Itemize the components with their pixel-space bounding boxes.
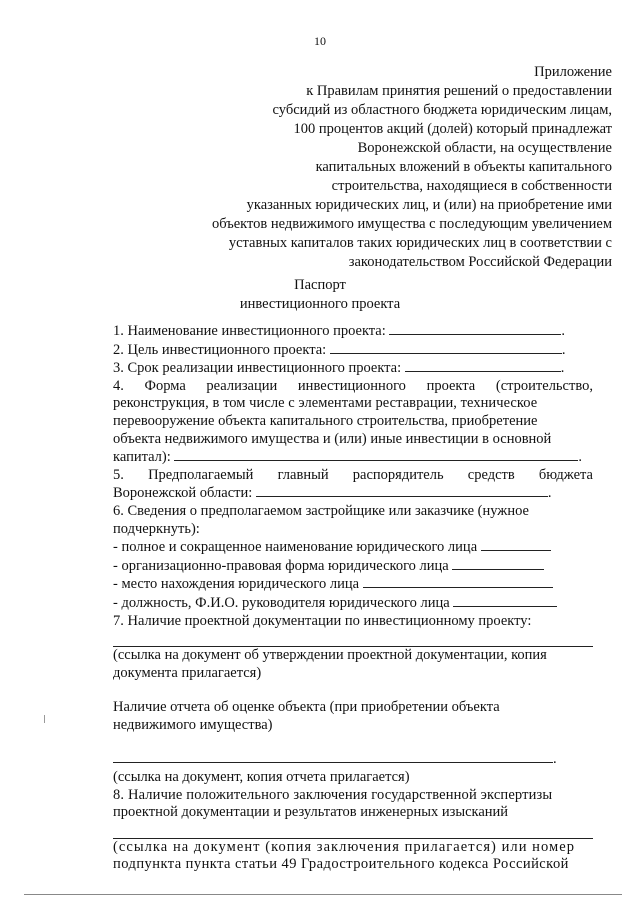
word: бюджета [538, 466, 593, 483]
appendix-header [142, 63, 612, 272]
field-label: - организационно-правовая форма юридического лица [113, 557, 449, 574]
field-label: 3. Срок реализации инвестиционного проекта: [113, 360, 402, 377]
field-manager-line2 [113, 484, 593, 503]
title-line: Паспорт [294, 277, 346, 293]
appraisal-fill [113, 751, 593, 769]
appendix-line: субсидий из областного бюджета юридическим лицам, [272, 102, 612, 118]
fill-line [256, 484, 548, 497]
appraisal-line1: Наличие отчета об оценке объекта (при приобретении объекта [113, 699, 500, 716]
appendix-line: указанных юридических лиц, и (или) на приобретение ими [246, 197, 612, 213]
field-form-line2: реконструкция, в том числе с элементами реставрации, техническое [113, 395, 538, 412]
field-project-goal [113, 341, 593, 360]
fill-line [452, 557, 544, 570]
field-form-line3: перевооружение объекта капитального строительства, приобретение [113, 412, 538, 429]
field-developer-line1: 6. Сведения о предполагаемом застройщике или заказчике (нужное [113, 502, 529, 519]
docs-note-line1: (ссылка на документ об утверждении проектной документации, копия [113, 647, 547, 664]
field-label: - должность, Ф.И.О. руководителя юридического лица [113, 594, 450, 611]
word: инвестиционного [297, 377, 406, 394]
appendix-line: 100 процентов акций (долей) который принадлежат [293, 121, 612, 137]
field-expertise-line1: 8. Наличие положительного заключения государственной экспертизы [113, 786, 553, 803]
word: средств [467, 466, 515, 483]
field-label: 1. Наименование инвестиционного проекта: [113, 323, 386, 339]
word: Форма [144, 377, 186, 394]
appendix-line: к Правилам принятия решений о предоставлении [306, 83, 612, 99]
page-number: 10 [314, 34, 326, 48]
field-label: 2. Цель инвестиционного проекта: [113, 341, 327, 358]
field-form-line1 [113, 378, 593, 396]
word: (строительство, [495, 377, 593, 394]
punctuation: . [561, 323, 566, 339]
punctuation: . [560, 360, 565, 377]
word: 5. [113, 466, 124, 483]
appraisal-note: (ссылка на документ, копия отчета прилагается) [113, 769, 410, 786]
page-edge-rule [24, 894, 622, 895]
field-label: - полное и сокращенное наименование юридического лица [113, 539, 478, 556]
appendix-line: капитальных вложений в объекты капитального [315, 159, 612, 175]
punctuation: . [578, 449, 583, 466]
appendix-line: Приложение [534, 64, 612, 80]
word: 4. [113, 377, 124, 394]
field-developer-legal-form [113, 557, 593, 576]
appendix-line: строительства, находящиеся в собственности [331, 178, 612, 194]
docs-note-line2: документа прилагается) [113, 664, 262, 681]
expertise-note-line2: подпункта пункта статьи 49 Градостроительного кодекса Российской [113, 856, 569, 873]
word: реализации [206, 377, 278, 394]
fill-line [405, 359, 561, 372]
word: проекта [426, 377, 476, 394]
field-manager-line1 [113, 467, 593, 485]
passport-title [0, 276, 640, 314]
punctuation: . [547, 485, 552, 502]
appraisal-line2: недвижимого имущества) [113, 716, 273, 733]
fill-line [174, 448, 578, 461]
fill-line [389, 322, 561, 335]
fill-line [330, 341, 562, 354]
word: распорядитель [352, 466, 444, 483]
appendix-line: законодательством Российской Федерации [348, 254, 612, 270]
field-project-term [113, 359, 593, 378]
expertise-note-line1: (ссылка на документ (копия заключения прилагается) или номер [113, 838, 576, 855]
fill-line [453, 594, 557, 607]
field-form-line4: объекта недвижимого имущества и (или) иные инвестиции в основной [113, 430, 552, 447]
field-project-docs: 7. Наличие проектной документации по инвестиционному проекту: [113, 612, 532, 629]
field-label: капитал): [113, 449, 171, 466]
fill-line [113, 761, 553, 763]
field-developer-name [113, 538, 593, 557]
field-label: - место нахождения юридического лица [113, 576, 360, 593]
word: главный [277, 466, 329, 483]
appendix-line: объектов недвижимого имущества с последующим увеличением [211, 216, 612, 232]
word: Предполагаемый [148, 466, 254, 483]
field-developer-line2: подчеркнуть): [113, 520, 200, 537]
title-line: инвестиционного проекта [239, 296, 401, 312]
field-developer-location [113, 575, 593, 594]
punctuation: . [561, 341, 566, 358]
appendix-line: Воронежской области, на осуществление [357, 140, 612, 156]
punctuation: . [553, 751, 557, 768]
field-form-line5 [113, 448, 593, 467]
field-expertise-line2: проектной документации и результатов инженерных изысканий [113, 804, 509, 821]
fill-line [481, 538, 551, 551]
field-label: Воронежской области: [113, 485, 253, 502]
appendix-line: уставных капиталов таких юридических лиц в соответствии с [228, 235, 612, 251]
form-body [113, 322, 593, 874]
scan-mark [44, 715, 45, 723]
field-project-name [113, 322, 593, 341]
fill-line [363, 575, 553, 588]
field-developer-head [113, 594, 593, 613]
